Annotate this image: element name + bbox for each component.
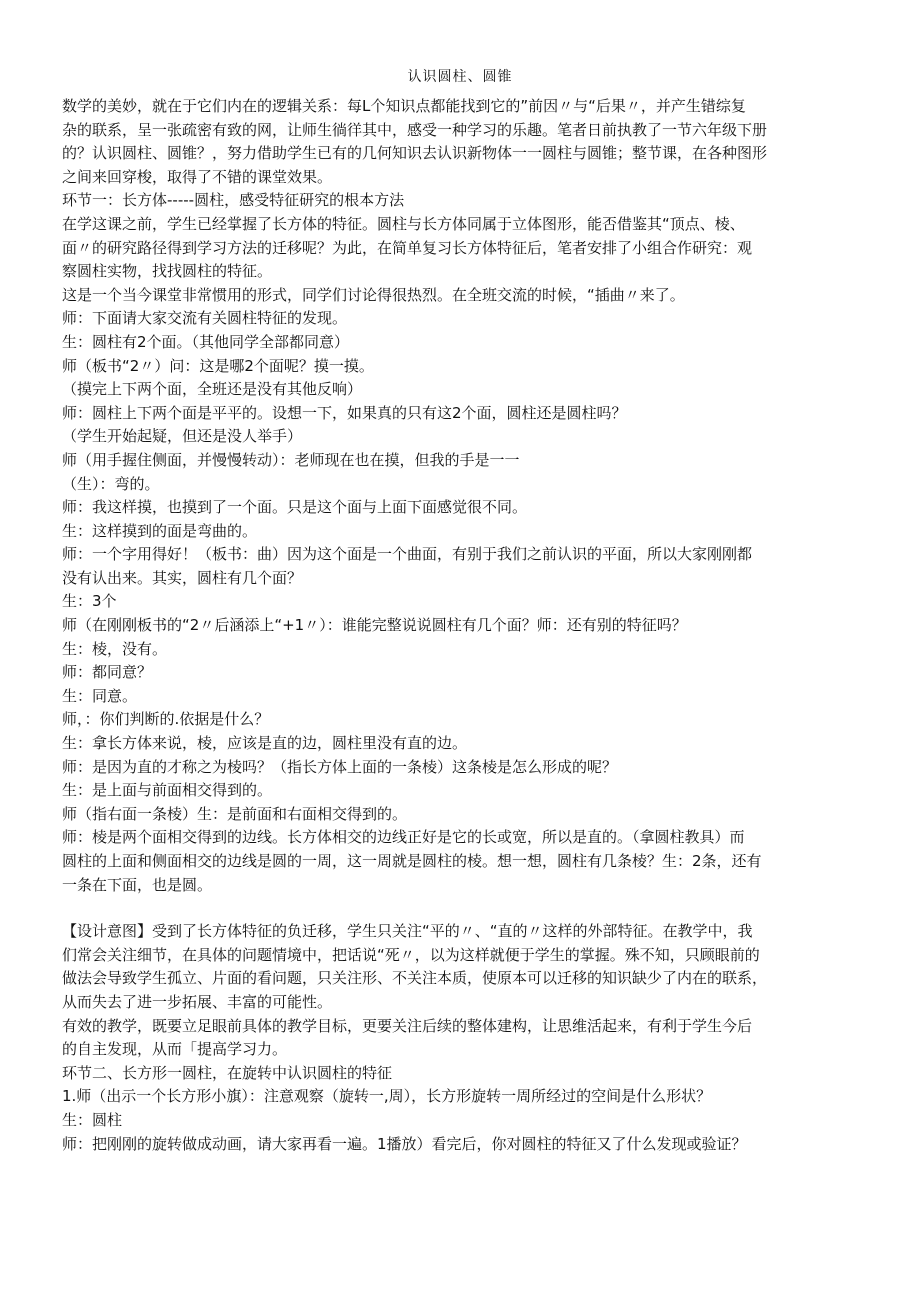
dialogue-line: 一条在下面，也是圆。 bbox=[62, 875, 213, 894]
dialogue-line: 师（用手握住侧面，并慢慢转动）：老师现在也在摸，但我的手是一一 bbox=[62, 450, 520, 469]
dialogue-line: 生：3个 bbox=[62, 592, 117, 611]
dialogue-line: 生：圆柱有2个面。（其他同学全部都同意） bbox=[62, 332, 350, 351]
dialogue-line: 师：一个字用得好！（板书：曲）因为这个面是一个曲面，有别于我们之前认识的平面，所以大家刚刚都 bbox=[62, 545, 753, 564]
text-line: 杂的联系，呈一张疏密有致的网，让师生徜徉其中，感受一种学习的乐趣。笔者日前执教了一节六年级下册 bbox=[62, 120, 768, 139]
dialogue-line: 生：同意。 bbox=[62, 686, 138, 705]
paragraph-gap bbox=[62, 897, 868, 920]
dialogue-line: 师：圆柱上下两个面是平平的。设想一下，如果真的只有这2个面，圆柱还是圆柱吗？ bbox=[62, 403, 627, 422]
dialogue-line: 生：棱，没有。 bbox=[62, 639, 168, 658]
dialogue-line: 生：拿长方体来说，棱，应该是直的边，圆柱里没有直的边。 bbox=[62, 734, 468, 753]
dialogue-line: 师：棱是两个面相交得到的边线。长方体相交的边线正好是它的长或宽，所以是直的。（拿圆柱教具）而 bbox=[62, 828, 745, 847]
dialogue-line: 圆柱的上面和侧面相交的边线是圆的一周，这一周就是圆柱的棱。想一想，圆柱有几条棱？生：2条，还有 bbox=[62, 852, 762, 870]
dialogue-line: 师：都同意？ bbox=[62, 663, 153, 682]
dialogue-line: 师：下面请大家交流有关圆柱特征的发现。 bbox=[62, 309, 348, 328]
dialogue-line: 师：把刚刚的旋转做成动画，请大家再看一遍。1播放）看完后，你对圆柱的特征又了什么发现或验证？ bbox=[62, 1134, 747, 1153]
dialogue-line: 师（在刚刚板书的“2〃后涵添上“+1〃）：谁能完整说说圆柱有几个面？师：还有别的特征吗？ bbox=[62, 616, 687, 635]
design-intent-line: 【设计意图】受到了长方体特征的负迁移，学生只关注“平的〃、“直的〃这样的外部特征。在教学中，我 bbox=[62, 922, 753, 941]
dialogue-line: 1.师（出示一个长方形小旗）：注意观察（旋转一,周），长方形旋转一周所经过的空间是什么形状？ bbox=[62, 1087, 712, 1106]
text-line: 在学这课之前，学生已经掌握了长方体的特征。圆柱与长方体同属于立体图形，能否借鉴其“顶点、棱、 bbox=[62, 214, 745, 233]
dialogue-line: 没有认出来。其实，圆柱有几个面？ bbox=[62, 568, 303, 587]
text-line: 之间来回穿梭，取得了不错的课堂效果。 bbox=[62, 167, 333, 186]
dialogue-line: 生：是上面与前面相交得到的。 bbox=[62, 781, 273, 800]
section-heading: 环节二、长方形一圆柱，在旋转中认识圆柱的特征 bbox=[62, 1063, 393, 1082]
text-line: 察圆柱实物，找找圆柱的特征。 bbox=[62, 262, 273, 281]
text-line: 数学的美妙，就在于它们内在的逻辑关系：每L个知识点都能找到它的”前因〃与“后果〃，并产生错综复 bbox=[62, 97, 746, 115]
dialogue-line: （摸完上下两个面，全班还是没有其他反响） bbox=[62, 380, 363, 399]
dialogue-line: 师：是因为直的才称之为棱吗？（指长方体上面的一条棱）这条棱是怎么形成的呢？ bbox=[62, 757, 618, 776]
text-line: 做法会导致学生孤立、片面的看问题，只关注形、不关注本质，使原本可以迁移的知识缺少了内在的联系， bbox=[62, 969, 768, 988]
dialogue-line: 师（板书“2〃）问：这是哪2个面呢？摸一摸。 bbox=[62, 356, 374, 375]
document-title: 认识圆柱、圆锥 bbox=[407, 69, 513, 85]
dialogue-line: 师，：你们判断的.依据是什么？ bbox=[62, 710, 270, 729]
text-line: 的自主发现，从而「提高学习力。 bbox=[62, 1040, 288, 1059]
text-line: 有效的教学，既要立足眼前具体的教学目标，更要关注后续的整体建构，让思维活起来，有利于学生今后 bbox=[62, 1016, 753, 1035]
text-line: 们常会关注细节，在具体的问题情境中，把话说“死〃，以为这样就便于学生的掌握。殊不知，只顾眼前的 bbox=[62, 945, 760, 964]
document-body bbox=[62, 95, 868, 1156]
text-line: 这是一个当今课堂非常惯用的形式，同学们讨论得很热烈。在全班交流的时候，“插曲〃来了。 bbox=[62, 285, 685, 304]
dialogue-line: 师：我这样摸，也摸到了一个面。只是这个面与上面下面感觉很不同。 bbox=[62, 498, 528, 517]
dialogue-line: 生：圆柱 bbox=[62, 1110, 123, 1129]
dialogue-line: 师（指右面一条棱）生：是前面和右面相交得到的。 bbox=[62, 804, 408, 823]
dialogue-line: 生：这样摸到的面是弯曲的。 bbox=[62, 521, 258, 540]
dialogue-line: （生）：弯的。 bbox=[62, 474, 160, 493]
text-line: 面〃的研究路径得到学习方法的迁移呢？为此，在简单复习长方体特征后，笔者安排了小组合作研究：观 bbox=[62, 238, 753, 257]
section-heading: 环节一：长方体-----圆柱，感受特征研究的根本方法 bbox=[62, 191, 405, 210]
text-line: 的？认识圆柱、圆锥？，努力借助学生已有的几何知识去认识新物体一一圆柱与圆锥；整节课，在各种图形 bbox=[62, 144, 768, 163]
dialogue-line: （学生开始起疑，但还是没人举手） bbox=[62, 427, 303, 446]
text-line: 从而失去了进一步拓展、丰富的可能性。 bbox=[62, 992, 333, 1011]
